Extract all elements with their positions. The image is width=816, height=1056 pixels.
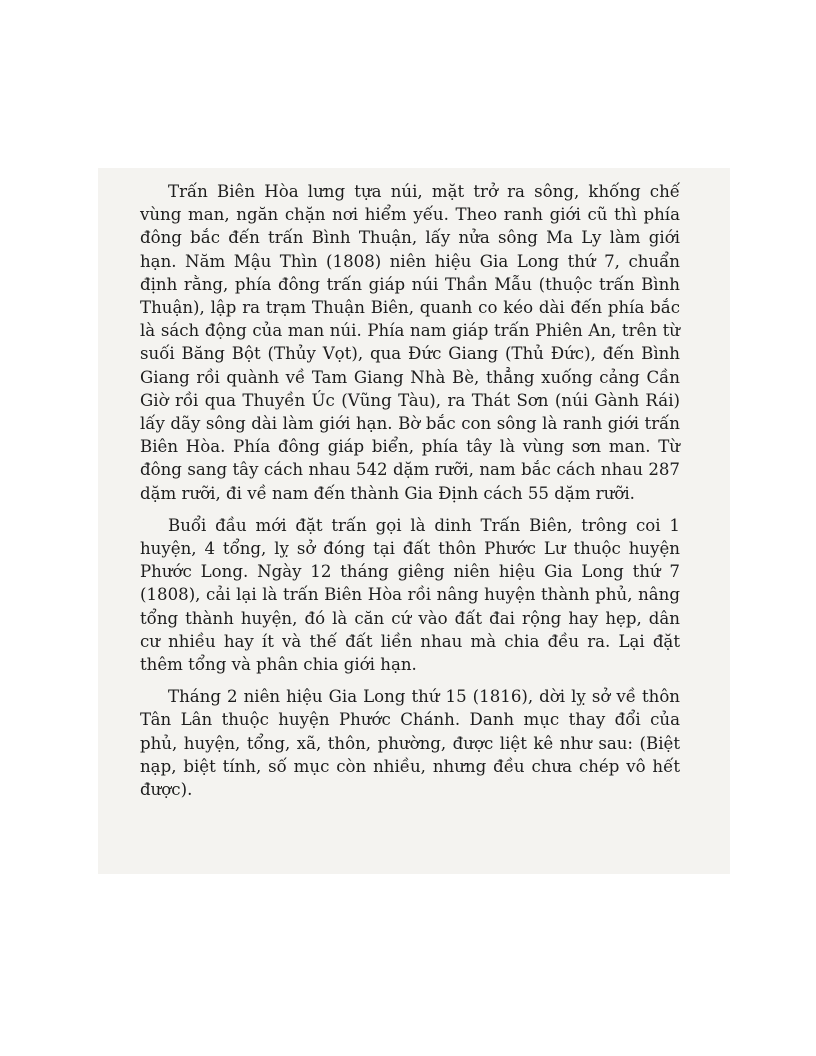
paragraph-3: Tháng 2 niên hiệu Gia Long thứ 15 (1816), dời lỵ sở về thôn Tân Lân thuộc huyện Phước Chánh. Danh mục thay đổi của phủ, huyện, tổng, xã, thôn, phường, được liệt kê như sau: (Biệt nạp, biệt tính, số mục còn nhiều, nhưng đều chưa chép vô hết được). xyxy=(140,687,680,800)
paragraph-1: Trấn Biên Hòa lưng tựa núi, mặt trở ra sông, khống chế vùng man, ngăn chặn nơi hiểm yếu. Theo ranh giới cũ thì phía đông bắc đến trấn Bình Thuận, lấy nửa sông Ma Ly làm giới hạn. Năm Mậu Thìn (1808) niên hiệu Gia Long thứ 7, chuẩn định rằng, phía đông trấn giáp núi Thần Mẫu (thuộc trấn Bình Thuận), lập ra trạm Thuận Biên, quanh co kéo dài đến phía bắc là sách động của man núi. Phía nam giáp trấn Phiên An, trên từ suối Băng Bột (Thủy Vọt), qua Đức Giang (Thủ Đức), đến Bình Giang rồi quành về Tam Giang Nhà Bè, thẳng xuống cảng Cần Giờ rồi qua Thuyền Úc (Vũng Tàu), ra Thát Sơn (núi Gành Rái) lấy dãy sông dài làm giới hạn. Bờ bắc con sông là ranh giới trấn Biên Hòa. Phía đông giáp biển, phía tây là vùng sơn man. Từ đông sang tây cách nhau 542 dặm rưỡi, nam bắc cách nhau 287 dặm rưỡi, đi về nam đến thành Gia Định cách 55 dặm rưỡi. xyxy=(140,182,680,503)
document-body xyxy=(140,180,680,810)
paragraph-2: Buổi đầu mới đặt trấn gọi là dinh Trấn Biên, trông coi 1 huyện, 4 tổng, lỵ sở đóng tại đất thôn Phước Lư thuộc huyện Phước Long. Ngày 12 tháng giêng niên hiệu Gia Long thứ 7 (1808), cải lại là trấn Biên Hòa rồi nâng huyện thành phủ, nâng tổng thành huyện, đó là căn cứ vào đất đai rộng hay hẹp, dân cư nhiều hay ít và thế đất liền nhau mà chia đều ra. Lại đặt thêm tổng và phân chia giới hạn. xyxy=(140,515,680,675)
